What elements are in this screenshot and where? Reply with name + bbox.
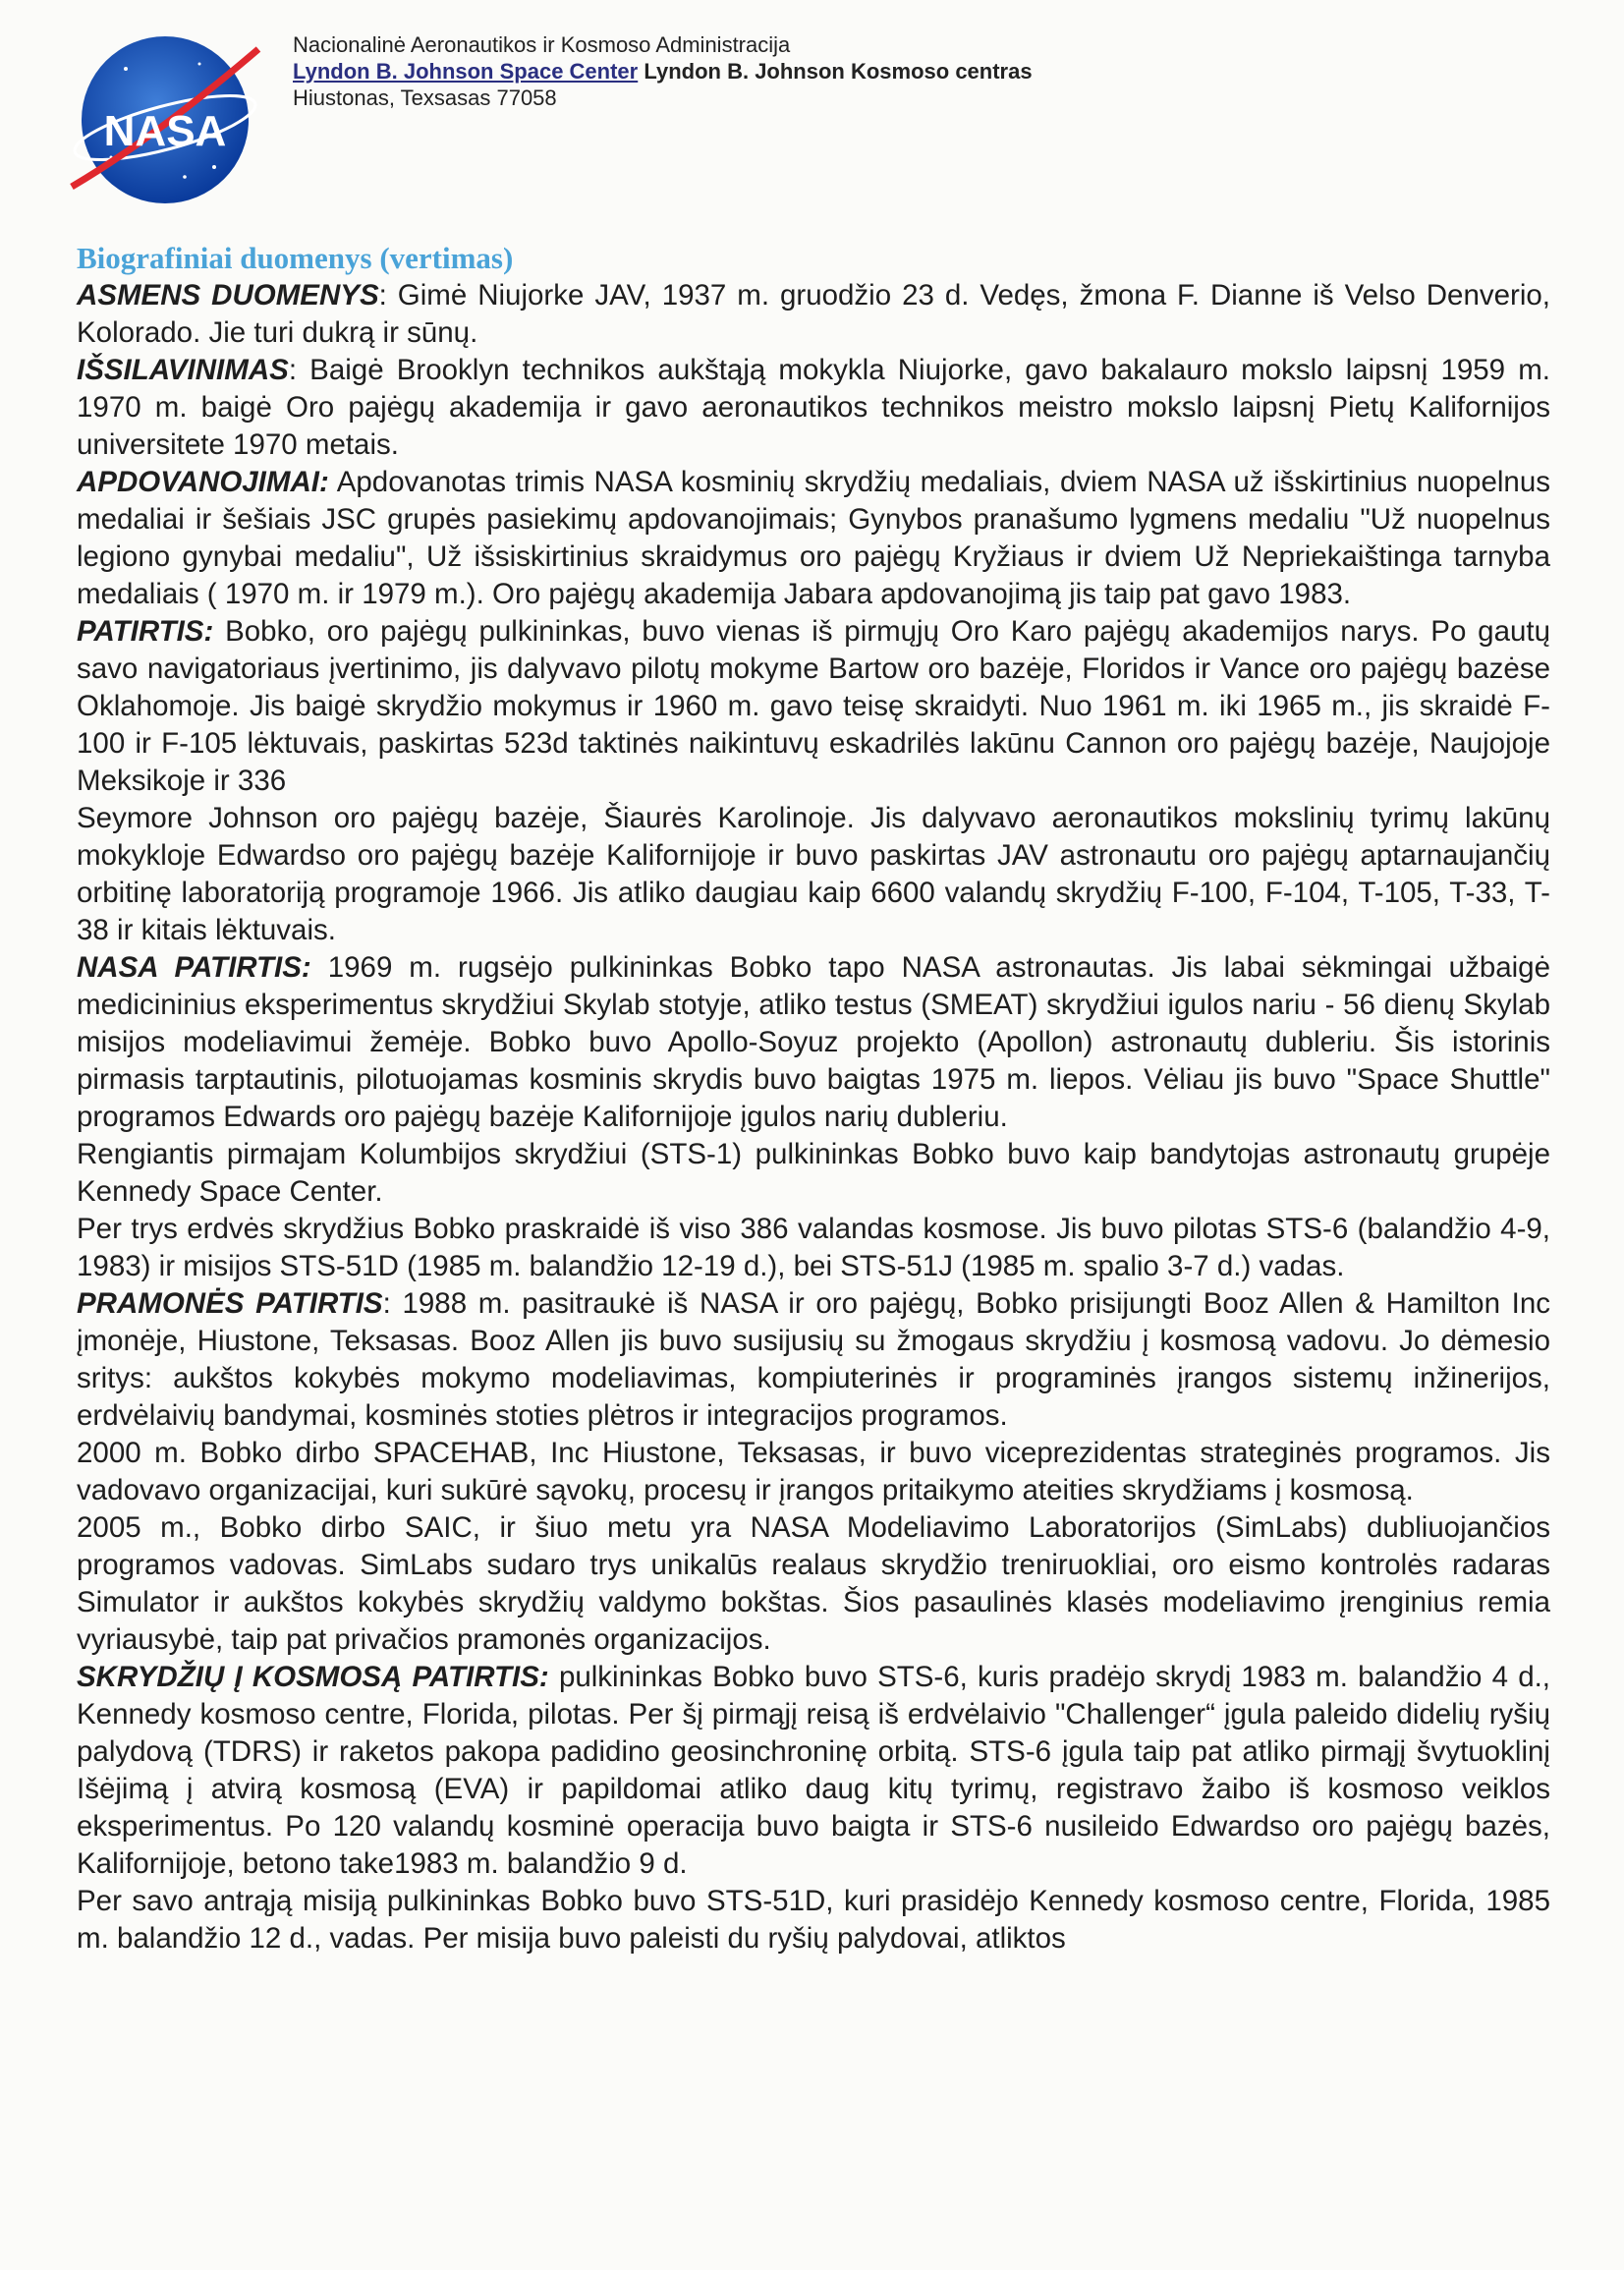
section-label: PATIRTIS: — [77, 615, 214, 648]
section-paragraph — [77, 800, 1550, 949]
section-label: PRAMONĖS PATIRTIS — [77, 1287, 383, 1320]
letterhead — [67, 22, 1540, 203]
document-body — [77, 240, 1550, 1958]
center-line — [293, 58, 1033, 85]
section-label: ASMENS DUOMENYS — [77, 279, 379, 312]
section-text: Per trys erdvės skrydžius Bobko praskraidė iš viso 386 valandas kosmose. Jis buvo pilotas STS-6 (balandžio 4-9, 1983) ir misijos STS-51D (1985 m. balandžio 12-19 d.), bei STS-51J (1985 m. spalio 3-7 d.) vadas. — [77, 1213, 1550, 1282]
section-paragraph — [77, 1659, 1550, 1883]
letterhead-text — [293, 31, 1033, 111]
section-paragraph — [77, 1211, 1550, 1285]
nasa-logo-text: NASA — [103, 107, 227, 155]
sections — [77, 277, 1550, 1958]
section-text: Per savo antrąją misiją pulkininkas Bobko buvo STS-51D, kuri prasidėjo Kennedy kosmoso centre, Florida, 1985 m. balandžio 12 d., vadas. Per misija buvo paleisti du ryšių palydovai, atliktos — [77, 1885, 1550, 1955]
address: Hiustonas, Texsasas 77058 — [293, 85, 557, 110]
section-paragraph — [77, 1136, 1550, 1211]
section-text: pulkininkas Bobko buvo STS-6, kuris pradėjo skrydį 1983 m. balandžio 4 d., Kennedy kosmoso centre, Florida, pilotas. Per šį pirmąjį reisą iš erdvėlaivio "Challenger“ įgula paleido didelių ryšių palydovą (TDRS) ir raketos pakopa padidino geosinchroninę orbitą. STS-6 įgula taip pat atliko pirmąjį švytuoklinį Išėjimą į atvirą kosmosą (EVA) ir papildomai atliko daug kitų tyrimų, registravo žaibo iš kosmoso veiklos eksperimentus. Po 120 valandų kosminė operacija buvo baigta ir STS-6 nusileido Edwardso oro pajėgų bazės, Kalifornijoje, betono take1983 m. balandžio 9 d. — [77, 1661, 1550, 1880]
section-paragraph — [77, 277, 1550, 352]
document-title: Biografiniai duomenys (vertimas) — [77, 241, 514, 275]
section-text: : 1988 m. pasitraukė iš NASA ir oro pajėgų, Bobko prisijungti Booz Allen & Hamilton Inc įmonėje, Hiustone, Teksasas. Booz Allen jis buvo susijusių su žmogaus skrydžiu į kosmosą vadovu. Jo dėmesio sritys: aukštos kokybės mokymo modeliavimas, kompiuterinės ir programinės įrangos sistemų inžinerijos, erdvėlaivių bandymai, kosminės stoties plėtros ir integracijos programos. — [77, 1287, 1550, 1432]
agency-name: Nacionalinė Aeronautikos ir Kosmoso Administracija — [293, 32, 791, 57]
section-paragraph — [77, 464, 1550, 613]
section-paragraph — [77, 1285, 1550, 1435]
section-text: : Baigė Brooklyn technikos aukštąją mokykla Niujorke, gavo bakalauro mokslo laipsnį 1959 m. 1970 m. baigė Oro pajėgų akademija ir gavo aeronautikos technikos meistro mokslo laipsnį Pietų Kalifornijos universitete 1970 metais. — [77, 354, 1550, 461]
section-paragraph — [77, 613, 1550, 800]
section-text: Bobko, oro pajėgų pulkininkas, buvo vienas iš pirmųjų Oro Karo pajėgų akademijos narys. Po gautų savo navigatoriaus įvertinimo, jis dalyvavo pilotų mokyme Bartow oro bazėje, Floridos ir Vance oro pajėgų bazėse Oklahomoje. Jis baigė skrydžio mokymus ir 1960 m. gavo teisę skraidyti. Nuo 1961 m. iki 1965 m., jis skraidė F-100 ir F-105 lėktuvais, paskirtas 523d taktinės naikintuvų eskadrilės lakūnu Cannon oro pajėgų bazėje, Naujojoje Meksikoje ir 336 — [77, 615, 1550, 797]
section-label: SKRYDŽIŲ Į KOSMOSĄ PATIRTIS: — [77, 1661, 549, 1693]
section-text: Apdovanotas trimis NASA kosminių skrydžių medaliais, dviem NASA už išskirtinius nuopelnus medaliai ir šešiais JSC grupės pasiekimų apdovanojimais; Gynybos pranašumo lygmens medaliu "Už nuopelnus legiono gynybai medaliu", Už išsiskirtinius skraidymus oro pajėgų Kryžiaus ir dviem Už Nepriekaištinga tarnyba medaliais ( 1970 m. ir 1979 m.). Oro pajėgų akademija Jabara apdovanojimą jis taip pat gavo 1983. — [77, 466, 1550, 610]
section-text: 2005 m., Bobko dirbo SAIC, ir šiuo metu yra NASA Modeliavimo Laboratorijos (SimLabs) dubliuojančios programos vadovas. SimLabs sudaro trys unikalūs realaus skrydžio treniruokliai, oro eismo kontrolės radaras Simulator ir aukštos kokybės skrydžių valdymo bokštas. Šios pasaulinės klasės modeliavimo įrenginius remia vyriausybė, taip pat privačios pramonės organizacijos. — [77, 1511, 1550, 1656]
section-text: Rengiantis pirmajam Kolumbijos skrydžiui (STS-1) pulkininkas Bobko buvo kaip bandytojas astronautų grupėje Kennedy Space Center. — [77, 1138, 1550, 1208]
section-label: APDOVANOJIMAI: — [77, 466, 329, 498]
section-text: : Gimė Niujorke JAV, 1937 m. gruodžio 23 d. Vedęs, žmona F. Dianne iš Velso Denverio, Kolorado. Jie turi dukrą ir sūnų. — [77, 279, 1550, 349]
section-text: 1969 m. rugsėjo pulkininkas Bobko tapo NASA astronautas. Jis labai sėkmingai užbaigė medicininius eksperimentus skrydžiui Skylab stotyje, atliko testus (SMEAT) skrydžiui igulos nariu - 56 dienų Skylab misijos modeliavimui žemėje. Bobko buvo Apollo-Soyuz projekto (Apollon) astronautų dubleriu. Šis istorinis pirmasis tarptautinis, pilotuojamas kosminis skrydis buvo baigtas 1975 m. liepos. Vėliau jis buvo "Space Shuttle" programos Edwards oro pajėgų bazėje Kalifornijoje įgulos narių dubleriu. — [77, 951, 1550, 1133]
section-paragraph — [77, 352, 1550, 464]
center-link[interactable]: Lyndon B. Johnson Space Center — [293, 59, 639, 84]
section-text: 2000 m. Bobko dirbo SPACEHAB, Inc Hiustone, Teksasas, ir buvo viceprezidentas strateginės programos. Jis vadovavo organizacijai, kuri sukūrė sąvokų, procesų ir įrangos pritaikymo ateities skrydžiams į kosmosą. — [77, 1437, 1550, 1506]
center-name-lt: Lyndon B. Johnson Kosmoso centras — [644, 59, 1033, 84]
section-paragraph — [77, 1509, 1550, 1659]
nasa-logo — [67, 29, 263, 211]
section-text: Seymore Johnson oro pajėgų bazėje, Šiaurės Karolinoje. Jis dalyvavo aeronautikos mokslinių tyrimų lakūnų mokykloje Edwardso oro pajėgų bazėje Kalifornijoje ir buvo paskirtas JAV astronautu oro pajėgų aptarnaujančių orbitinę laboratoriją programoje 1966. Jis atliko daugiau kaip 6600 valandų skrydžių F-100, F-104, T-105, T-33, T-38 ir kitais lėktuvais. — [77, 802, 1550, 946]
section-paragraph — [77, 1883, 1550, 1958]
section-paragraph — [77, 949, 1550, 1136]
section-label: IŠSILAVINIMAS — [77, 354, 289, 386]
section-paragraph — [77, 1435, 1550, 1509]
section-label: NASA PATIRTIS: — [77, 951, 311, 984]
